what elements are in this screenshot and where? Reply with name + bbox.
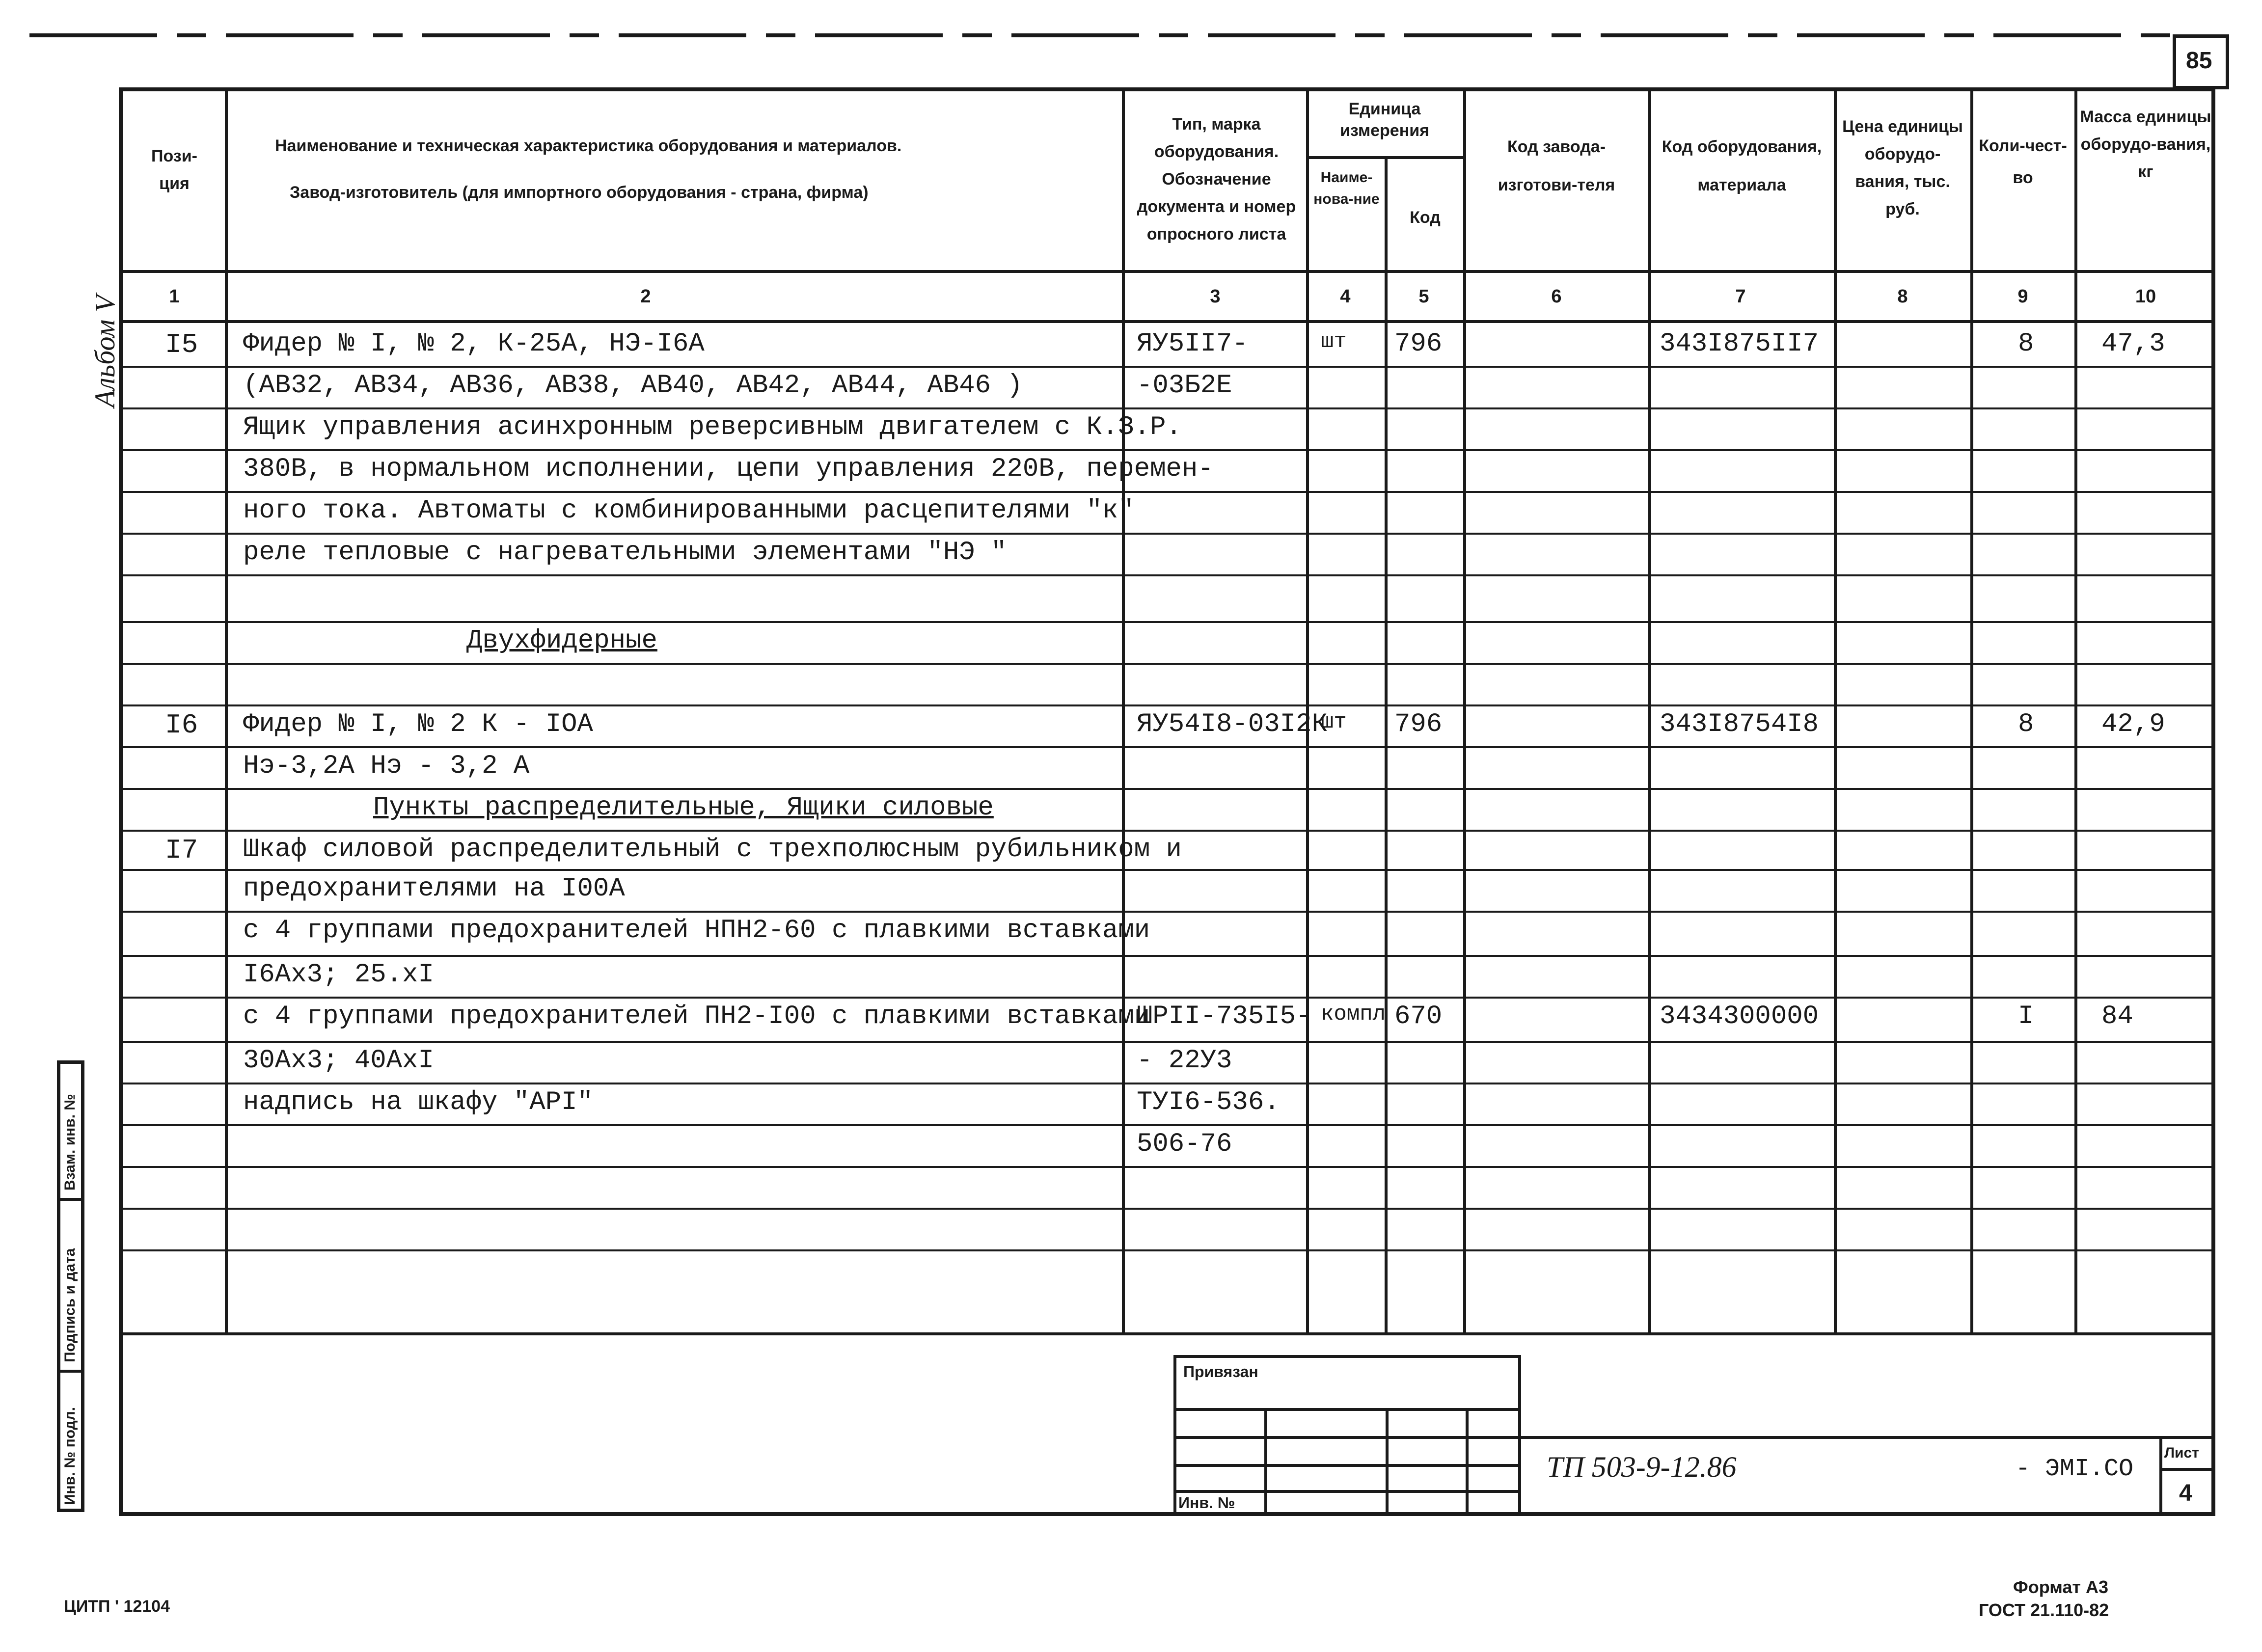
colnum-3: 3 [1210,286,1221,307]
header-col7: Код оборудования, материала [1662,137,1822,195]
side-stamp-sign: Подпись и дата [62,1248,78,1362]
cell-name: Фидер № I, № 2, К-25А, НЭ-I6А [243,329,705,359]
cell-name: (АВ32, АВ34, АВ36, АВ38, АВ40, АВ42, АВ44, АВ46 ) [243,371,1023,401]
header-col45-group: Единица измерения [1340,100,1429,140]
cell-unit-code: 796 [1394,329,1443,359]
cell-name: реле тепловые с нагревательными элементами "НЭ " [243,538,1007,568]
cell-mass: 47,3 [2101,329,2165,359]
doc-suffix: - ЭМI.СО [2016,1455,2134,1483]
cell-unit: компл [1321,1002,1386,1027]
cell-equip-code: 343I875II7 [1660,329,1819,359]
sheet-label: Лист [2164,1445,2199,1461]
cell-name: предохранителями на I00А [243,874,625,904]
privyazan-label: Привязан [1183,1363,1258,1381]
sheet-number: 4 [2179,1480,2192,1506]
album-label: Альбом V [89,295,121,407]
cell-type: 506-76 [1137,1129,1232,1159]
cell-name: I6Ах3; 25.хI [243,960,434,990]
header-col1: Пози-ция [151,147,197,193]
cell-type: -03Б2Е [1137,371,1232,401]
cell-position: I7 [165,835,198,866]
colnum-10: 10 [2135,286,2156,307]
header-col4: Наиме-нова-ние [1313,169,1380,207]
cell-qty: I [2018,1002,2034,1031]
cell-name: надпись на шкафу "API" [243,1087,593,1117]
sheet-number-top: 85 [2186,48,2212,74]
cell-unit-code: 796 [1394,709,1443,739]
gost-label: ГОСТ 21.110-82 [1979,1600,2109,1620]
header-col2-line1: Наименование и техническая характеристика оборудования и материалов. [275,136,902,155]
cell-name: 30Ах3; 40АхI [243,1046,434,1076]
side-stamp-replace: Взам. инв. № [62,1094,78,1191]
cell-position: I5 [165,329,198,360]
header-col8: Цена единицы оборудо-вания, тыс. руб. [1842,117,1963,219]
header-col5: Код [1410,208,1441,227]
cell-equip-code: 343I8754I8 [1660,709,1819,739]
cell-qty: 8 [2018,709,2034,739]
colnum-6: 6 [1551,286,1562,307]
cell-name: Двухфидерные [466,626,657,656]
cell-name: ного тока. Автоматы с комбинированными расцепителями "к" [243,496,1134,526]
inv-no-label: Инв. № [1178,1494,1235,1512]
colnum-9: 9 [2017,286,2028,307]
colnum-7: 7 [1735,286,1746,307]
colnum-8: 8 [1897,286,1908,307]
cell-position: I6 [165,709,198,741]
cell-type: ТУI6-536. [1137,1087,1280,1117]
colnum-4: 4 [1340,286,1351,307]
cell-name: Пункты распределительные, Ящики силовые [373,793,994,823]
cell-qty: 8 [2018,329,2034,359]
cell-name: с 4 группами предохранителей НПН2-60 с плавкими вставками [243,916,1150,946]
cell-mass: 42,9 [2101,709,2165,739]
footer-left: ЦИТП ' 12104 [64,1597,170,1616]
format-label: Формат А3 [2013,1577,2109,1597]
cell-type: ЯУ5II7- [1137,329,1248,359]
colnum-5: 5 [1418,286,1429,307]
colnum-2: 2 [640,286,651,307]
cell-type: ЯУ54I8-03I2К [1137,709,1328,739]
cell-mass: 84 [2101,1002,2133,1031]
cell-unit: шт [1321,329,1347,354]
header-col9: Коли-чест-во [1979,136,2067,187]
cell-name: Фидер № I, № 2 К - IОА [243,709,593,739]
cell-type: ШРII-735I5- [1137,1002,1312,1031]
cell-equip-code: 3434300000 [1660,1002,1819,1031]
cell-unit: шт [1321,710,1347,734]
cell-unit-code: 670 [1394,1002,1443,1031]
cell-name: Ящик управления асинхронным реверсивным двигателем с К.З.Р. [243,412,1182,442]
header-col3: Тип, марка оборудования. Обозначение документа и номер опросного листа [1137,115,1296,244]
cell-type: - 22У3 [1137,1046,1232,1076]
cell-name: 380В, в нормальном исполнении, цепи управления 220В, перемен- [243,454,1214,484]
colnum-1: 1 [169,286,180,307]
doc-code: ТП 503-9-12.86 [1547,1451,1737,1483]
header-col6: Код завода-изготови-теля [1498,137,1615,195]
cell-name: Нэ-3,2А Нэ - 3,2 А [243,751,530,781]
cell-name: Шкаф силовой распределительный с трехполюсным рубильником и [243,835,1182,865]
top-rule [0,0,2262,59]
header-col10: Масса единицы оборудо-вания, кг [2080,108,2211,182]
side-stamp-inv: Инв. № подл. [62,1407,78,1505]
header-col2-line2: Завод-изготовитель (для импортного оборудования - страна, фирма) [290,183,869,202]
cell-name: с 4 группами предохранителей ПН2-I00 с плавкими вставками [243,1002,1150,1031]
